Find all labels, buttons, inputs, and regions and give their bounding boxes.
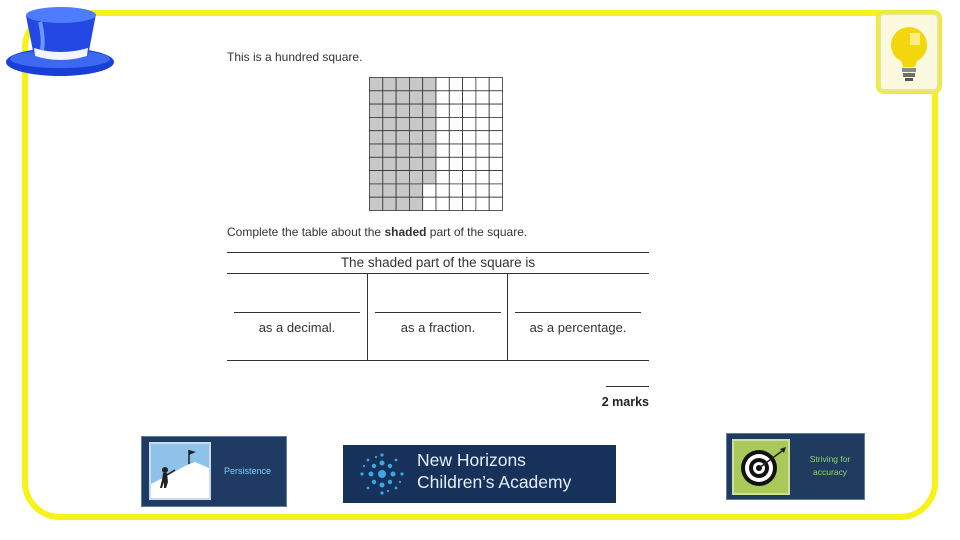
unshaded-square	[476, 144, 489, 157]
shaded-square	[370, 144, 383, 157]
shaded-square	[409, 131, 422, 144]
unshaded-square	[476, 104, 489, 117]
table-instruction	[227, 225, 527, 239]
unshaded-square	[489, 184, 502, 197]
unshaded-square	[476, 197, 489, 210]
shaded-square	[383, 184, 396, 197]
shaded-square	[409, 117, 422, 130]
percentage-cell[interactable]	[508, 274, 648, 361]
unshaded-square	[449, 91, 462, 104]
unshaded-square	[489, 171, 502, 184]
unshaded-square	[449, 157, 462, 170]
instruction-text-2: part of the square.	[426, 225, 528, 239]
shaded-square	[396, 157, 409, 170]
unshaded-square	[449, 197, 462, 210]
shaded-square	[409, 144, 422, 157]
shaded-square	[409, 171, 422, 184]
fraction-cell[interactable]	[368, 274, 508, 361]
answer-table	[227, 252, 649, 361]
fraction-label: as a fraction.	[400, 320, 476, 335]
accuracy-badge	[726, 433, 865, 500]
shaded-square	[383, 117, 396, 130]
shaded-square	[409, 184, 422, 197]
decimal-answer-line[interactable]	[234, 312, 360, 313]
shaded-square	[409, 78, 422, 91]
unshaded-square	[476, 131, 489, 144]
unshaded-square	[436, 131, 449, 144]
unshaded-square	[463, 144, 476, 157]
unshaded-square	[449, 78, 462, 91]
shaded-square	[370, 78, 383, 91]
shaded-square	[370, 184, 383, 197]
unshaded-square	[436, 171, 449, 184]
shaded-square	[370, 157, 383, 170]
unshaded-square	[436, 197, 449, 210]
lightbulb-icon	[888, 25, 930, 85]
unshaded-square	[463, 157, 476, 170]
unshaded-square	[476, 117, 489, 130]
unshaded-square	[489, 78, 502, 91]
shaded-square	[383, 91, 396, 104]
unshaded-square	[476, 157, 489, 170]
table-rule-top	[227, 252, 649, 253]
shaded-square	[370, 197, 383, 210]
unshaded-square	[449, 117, 462, 130]
starburst-icon	[357, 451, 407, 497]
shaded-square	[396, 104, 409, 117]
shaded-square	[383, 131, 396, 144]
shaded-square	[423, 104, 436, 117]
shaded-square	[396, 184, 409, 197]
shaded-square	[396, 197, 409, 210]
shaded-square	[370, 91, 383, 104]
decimal-label: as a decimal.	[258, 320, 336, 335]
fraction-answer-line[interactable]	[375, 312, 501, 313]
academy-logo	[343, 445, 616, 503]
shaded-square	[423, 171, 436, 184]
instruction-bold: shaded	[384, 225, 427, 239]
persistence-badge	[141, 436, 287, 507]
unshaded-square	[463, 171, 476, 184]
unshaded-square	[463, 78, 476, 91]
unshaded-square	[463, 104, 476, 117]
instruction-text-1: Complete the table about the	[227, 225, 385, 239]
unshaded-square	[436, 144, 449, 157]
unshaded-square	[489, 157, 502, 170]
persistence-label: Persistence	[224, 466, 272, 476]
shaded-square	[423, 144, 436, 157]
unshaded-square	[449, 131, 462, 144]
shaded-square	[423, 157, 436, 170]
shaded-square	[383, 78, 396, 91]
unshaded-square	[449, 144, 462, 157]
unshaded-square	[489, 104, 502, 117]
accuracy-picture	[732, 439, 790, 495]
shaded-square	[396, 144, 409, 157]
shaded-square	[409, 91, 422, 104]
unshaded-square	[489, 117, 502, 130]
unshaded-square	[436, 91, 449, 104]
shaded-square	[383, 104, 396, 117]
shaded-square	[383, 157, 396, 170]
persistence-picture	[149, 442, 211, 500]
climber-icon	[151, 444, 209, 498]
unshaded-square	[476, 91, 489, 104]
shaded-square	[383, 197, 396, 210]
unshaded-square	[476, 78, 489, 91]
unshaded-square	[463, 91, 476, 104]
shaded-square	[370, 104, 383, 117]
top-hat-icon	[4, 4, 122, 84]
unshaded-square	[436, 104, 449, 117]
shaded-square	[396, 131, 409, 144]
academy-name-line1: New Horizons	[417, 450, 526, 470]
unshaded-square	[436, 157, 449, 170]
shaded-square	[370, 131, 383, 144]
unshaded-square	[423, 197, 436, 210]
unshaded-square	[463, 184, 476, 197]
shaded-square	[370, 171, 383, 184]
question-intro: This is a hundred square.	[227, 50, 363, 64]
unshaded-square	[489, 91, 502, 104]
shaded-square	[423, 91, 436, 104]
shaded-square	[370, 117, 383, 130]
shaded-square	[396, 78, 409, 91]
shaded-square	[396, 117, 409, 130]
shaded-square	[396, 171, 409, 184]
percentage-label: as a percentage.	[529, 320, 627, 335]
shaded-square	[409, 197, 422, 210]
unshaded-square	[463, 117, 476, 130]
unshaded-square	[476, 184, 489, 197]
shaded-square	[383, 144, 396, 157]
shaded-square	[423, 117, 436, 130]
academy-name-line2: Children’s Academy	[417, 472, 572, 492]
unshaded-square	[449, 171, 462, 184]
percentage-answer-line[interactable]	[515, 312, 641, 313]
shaded-square	[409, 157, 422, 170]
unshaded-square	[423, 184, 436, 197]
decimal-cell[interactable]	[227, 274, 367, 361]
unshaded-square	[436, 117, 449, 130]
hundred-square	[369, 77, 503, 211]
marks-label: 2 marks	[601, 395, 649, 409]
lightbulb-badge	[876, 10, 942, 94]
unshaded-square	[463, 131, 476, 144]
shaded-square	[383, 171, 396, 184]
target-icon	[734, 441, 788, 493]
shaded-square	[396, 91, 409, 104]
unshaded-square	[436, 184, 449, 197]
unshaded-square	[489, 131, 502, 144]
unshaded-square	[489, 144, 502, 157]
table-heading: The shaded part of the square is	[340, 255, 536, 270]
unshaded-square	[463, 197, 476, 210]
shaded-square	[423, 78, 436, 91]
unshaded-square	[489, 197, 502, 210]
shaded-square	[423, 131, 436, 144]
unshaded-square	[436, 78, 449, 91]
unshaded-square	[449, 184, 462, 197]
marks-line	[606, 386, 649, 387]
shaded-square	[409, 104, 422, 117]
unshaded-square	[476, 171, 489, 184]
accuracy-label: Striving for accuracy	[809, 454, 851, 477]
unshaded-square	[449, 104, 462, 117]
